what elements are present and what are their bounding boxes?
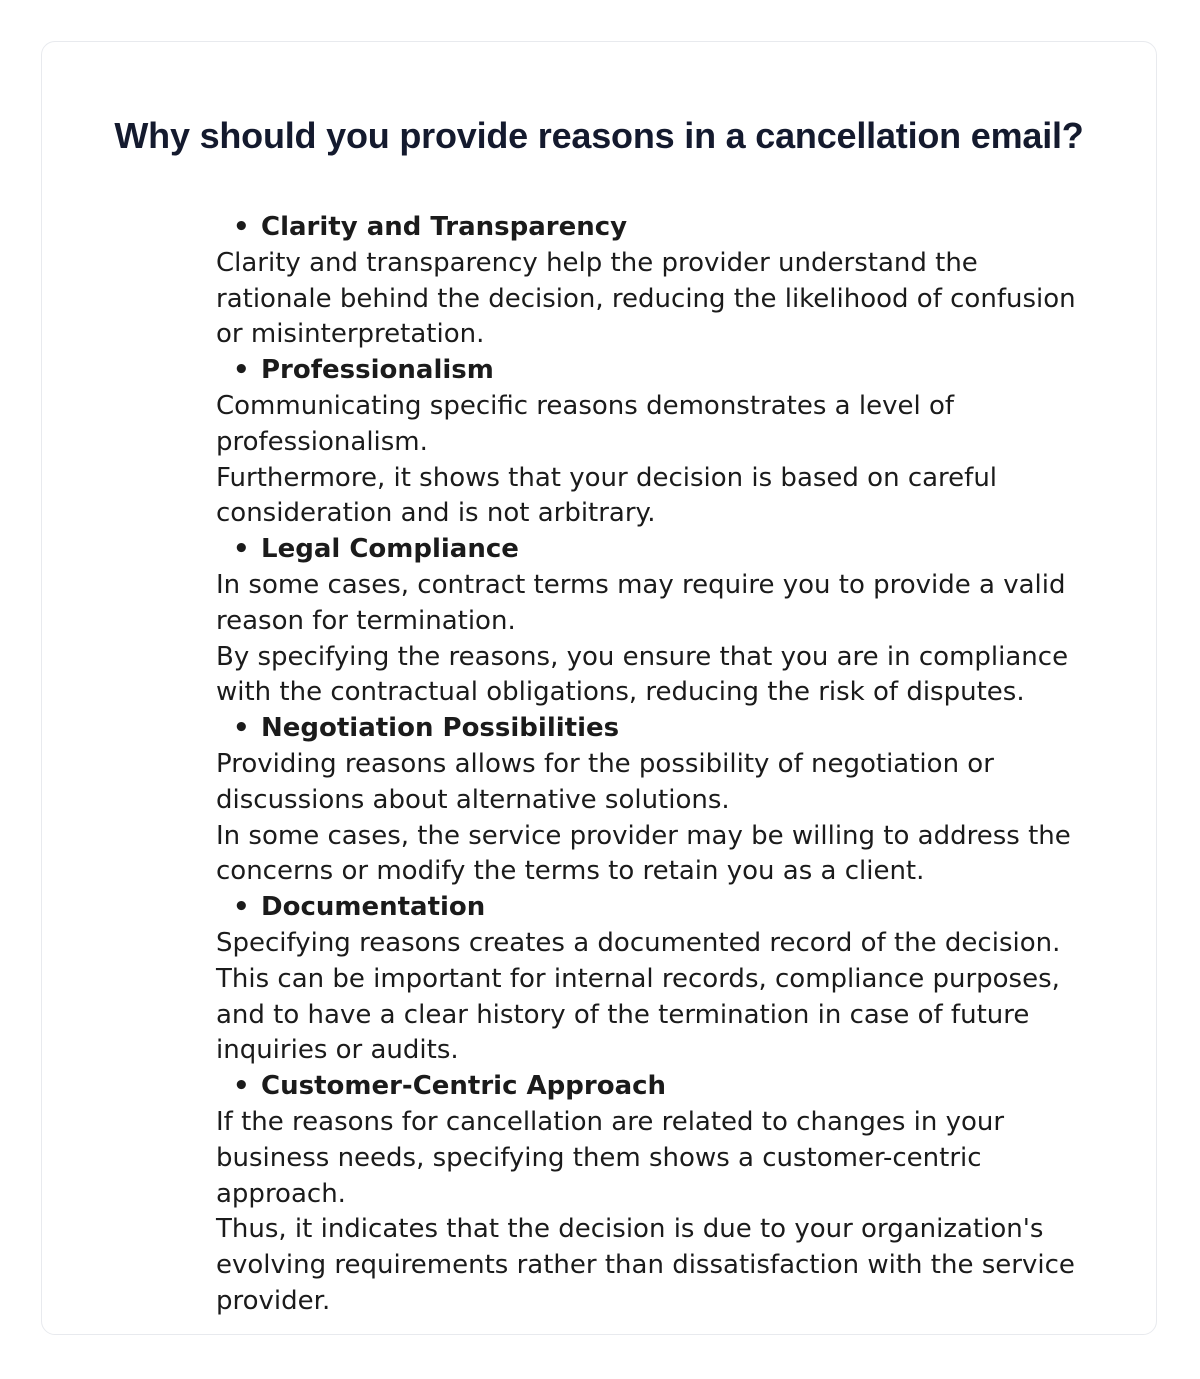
page-title: Why should you provide reasons in a cancellation email? [114, 115, 1084, 156]
reasons-list [216, 210, 1076, 1320]
section-paragraph: Communicating specific reasons demonstrates a level of professionalism. [216, 390, 955, 457]
bullet-icon: • [233, 1071, 250, 1102]
section-heading: Clarity and Transparency [261, 212, 628, 242]
section-documentation [216, 890, 1076, 1069]
section-clarity-and-transparency [216, 210, 1076, 353]
bullet-icon: • [233, 892, 250, 923]
section-customer-centric-approach [216, 1069, 1076, 1320]
section-paragraph: By specifying the reasons, you ensure that you are in compliance with the contractual obligations, reducing the risk of disputes. [216, 641, 1069, 708]
section-heading: Legal Compliance [261, 534, 519, 565]
section-paragraph: Furthermore, it shows that your decision is based on careful consideration and is not arbitrary. [216, 462, 998, 529]
section-paragraph: Thus, it indicates that the decision is due to your organization's evolving requirements rather than dissatisfaction with the service provider. [216, 1214, 1075, 1316]
bullet-icon: • [233, 212, 250, 242]
section-paragraph: In some cases, contract terms may require you to provide a valid reason for termination. [216, 569, 1066, 636]
section-legal-compliance [216, 532, 1076, 711]
section-paragraph: If the reasons for cancellation are related to changes in your business needs, specifying them shows a customer-centric approach. [216, 1106, 1005, 1209]
section-heading: Professionalism [261, 355, 494, 386]
section-paragraph: In some cases, the service provider may be willing to address the concerns or modify the terms to retain you as a client. [216, 820, 1071, 887]
section-heading: Documentation [261, 892, 486, 923]
section-paragraph: Clarity and transparency help the provider understand the rationale behind the decision, reducing the likelihood of confusion or misinterpretation. [216, 247, 1076, 350]
section-paragraph: Specifying reasons creates a documented record of the decision. This can be important for internal records, compliance purposes, and to have a clear history of the termination in case of future inquiries or audits. [216, 927, 1061, 1066]
section-heading: Customer-Centric Approach [261, 1071, 667, 1102]
content-card [41, 41, 1157, 1335]
bullet-icon: • [233, 355, 250, 386]
section-heading: Negotiation Possibilities [261, 713, 620, 744]
bullet-icon: • [233, 534, 250, 565]
section-paragraph: Providing reasons allows for the possibility of negotiation or discussions about alternative solutions. [216, 748, 994, 815]
section-negotiation-possibilities [216, 711, 1076, 890]
section-professionalism [216, 353, 1076, 532]
bullet-icon: • [233, 713, 250, 744]
